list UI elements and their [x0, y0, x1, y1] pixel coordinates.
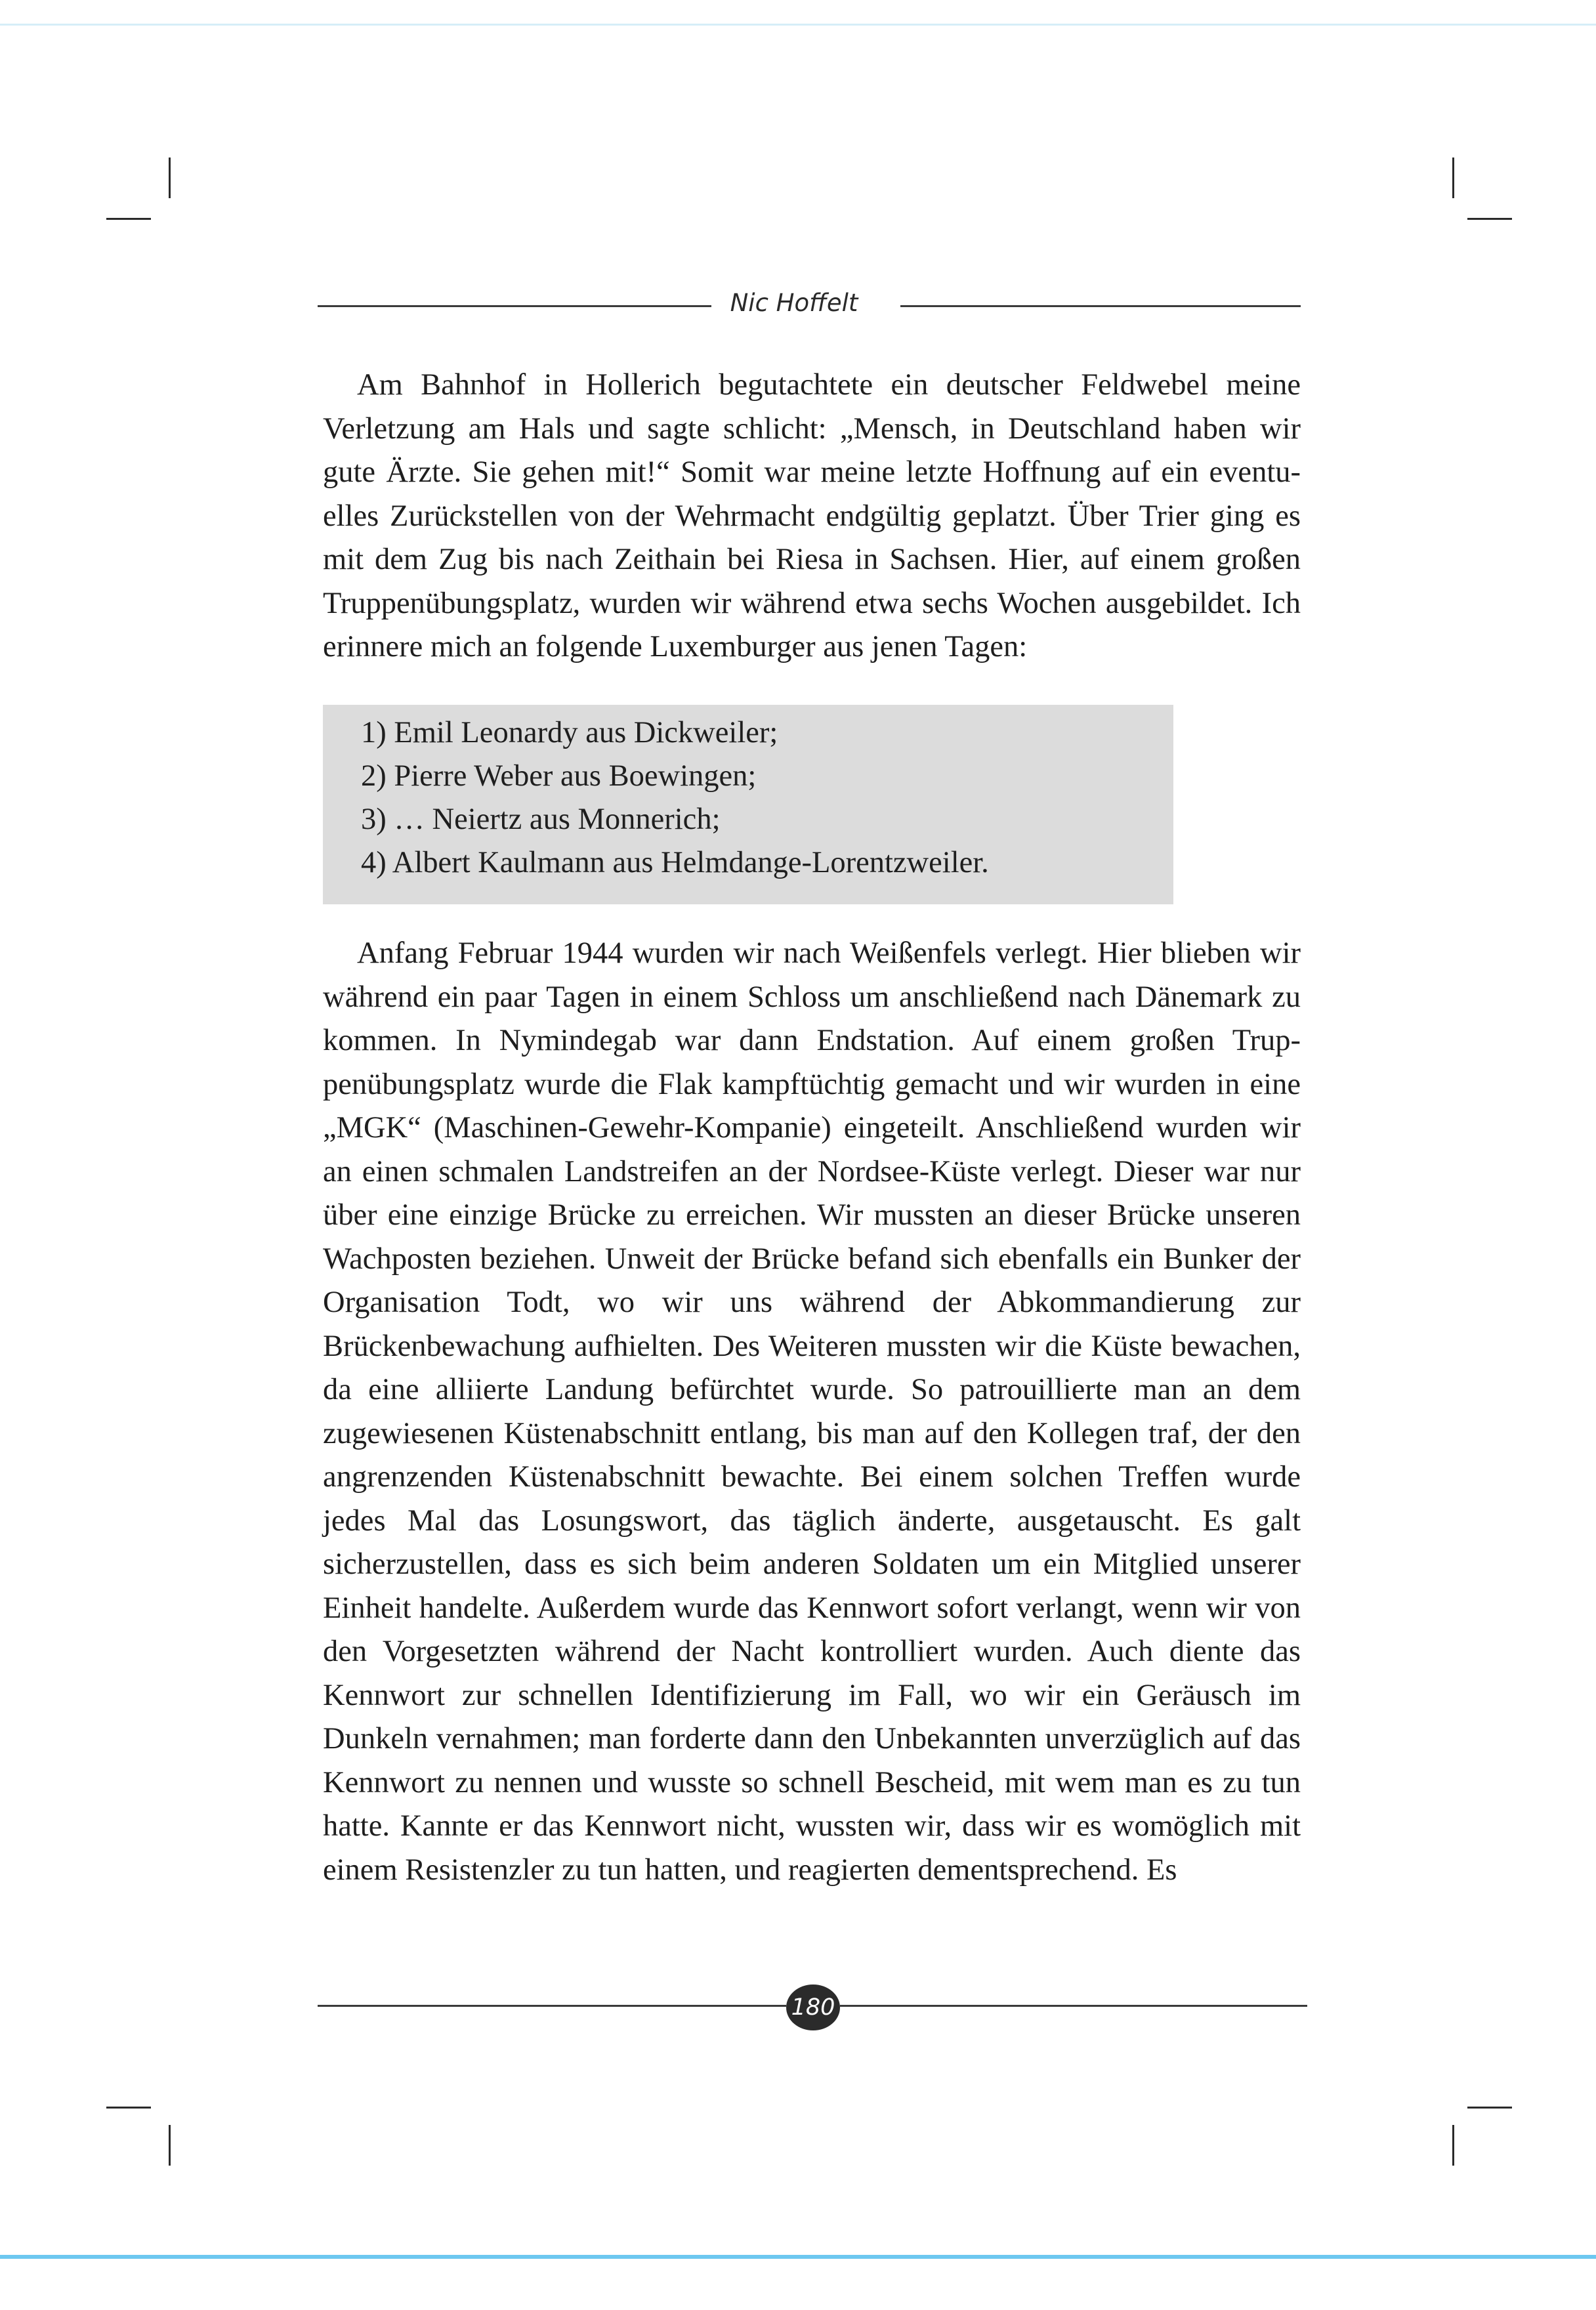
scan-edge-top	[0, 24, 1596, 26]
crop-mark-top-right-horizontal	[1467, 218, 1512, 220]
list-item: 2) Pierre Weber aus Boewingen;	[361, 759, 757, 793]
paragraph-intro: Am Bahnhof in Hollerich begutachtete ein deutscher Feldwebel meine Verletzung am Hals und sagte schlicht: „Mensch, in Deutschland haben wir gute Ärzte. Sie gehen mit!“ Somit war meine letzte Hoffnung auf ein eventuelles Zurückstellen von der Wehrmacht endgültig geplatzt. Über Trier ging es mit dem Zug bis nach Zeithain bei Riesa in Sachsen. Hier, auf einem großen Truppenübungsplatz, wurden wir während etwa sechs Wochen ausgebildet. Ich erinnere mich an folgende Luxemburger aus jenen Tagen:	[323, 368, 1301, 663]
scan-edge-bottom	[0, 2255, 1596, 2259]
list-item: 1) Emil Leonardy aus Dickweiler;	[361, 716, 778, 749]
list-item: 4) Albert Kaulmann aus Helmdange-Lorentzweiler.	[361, 846, 989, 879]
luxembourgers-list	[361, 711, 989, 885]
footer-rule-left	[318, 2005, 786, 2007]
crop-mark-bottom-right-vertical	[1452, 2125, 1454, 2166]
luxembourgers-box	[323, 705, 1173, 904]
running-head-author: Nic Hoffelt	[730, 289, 858, 317]
footer-rule-right	[840, 2005, 1307, 2007]
header-rule-left	[318, 305, 711, 307]
paragraph-february-1944: Anfang Februar 1944 wurden wir nach Weißenfels verlegt. Hier blieben wir während ein paar Tagen in einem Schloss um anschließend nach Dänemark zu kommen. In Nymindegab war dann Endstation. Auf einem großen Truppenübungsplatz wurde die Flak kampftüchtig gemacht und wir wurden in eine „MGK“ (Maschinen-Gewehr-Kompanie) eingeteilt. Anschließend wurden wir an einen schmalen Landstreifen an der Nordsee-Küste verlegt. Dieser war nur über eine einzige Brücke zu erreichen. Wir mussten an dieser Brücke unseren Wachposten beziehen. Unweit der Brücke befand sich ebenfalls ein Bunker der Organisation Todt, wo wir uns während der Abkommandierung zur Brückenbewachung aufhielten. Des Weiteren mussten wir die Küste bewachen, da eine alliierte Landung befürchtet wurde. So patrouillierte man an dem zugewiesenen Küstenabschnitt entlang, bis man auf den Kollegen traf, der den angrenzenden Küstenabschnitt bewachte. Bei einem solchen Treffen wurde jedes Mal das Losungswort, das täglich änderte, ausgetauscht. Es galt sicherzustellen, dass es sich beim anderen Soldaten um ein Mitglied unserer Einheit handelte. Außerdem wurde das Kennwort sofort verlangt, wenn wir von den Vorgesetzten während der Nacht kontrolliert wurden. Auch diente das Kennwort zur schnellen Identifizierung im Fall, wo wir ein Geräusch im Dunkeln vernahmen; man forderte dann den Unbekannten unverzüglich auf das Kennwort zu nennen und wusste so schnell Bescheid, mit wem man es zu tun hatte. Kannte er das Kennwort nicht, wussten wir, dass wir es womöglich mit einem Resistenzler zu tun hatten, und reagierten dementsprechend. Es	[323, 936, 1301, 1887]
crop-mark-top-left-horizontal	[106, 218, 151, 220]
crop-mark-bottom-right-horizontal	[1467, 2107, 1512, 2109]
crop-mark-bottom-left-vertical	[169, 2125, 171, 2166]
crop-mark-bottom-left-horizontal	[106, 2107, 151, 2109]
list-item: 3) … Neiertz aus Monnerich;	[361, 803, 721, 836]
page-number-badge: 180	[786, 1984, 840, 2030]
header-rule-right	[900, 305, 1301, 307]
crop-mark-top-left-vertical	[169, 158, 171, 198]
crop-mark-top-right-vertical	[1452, 158, 1454, 198]
